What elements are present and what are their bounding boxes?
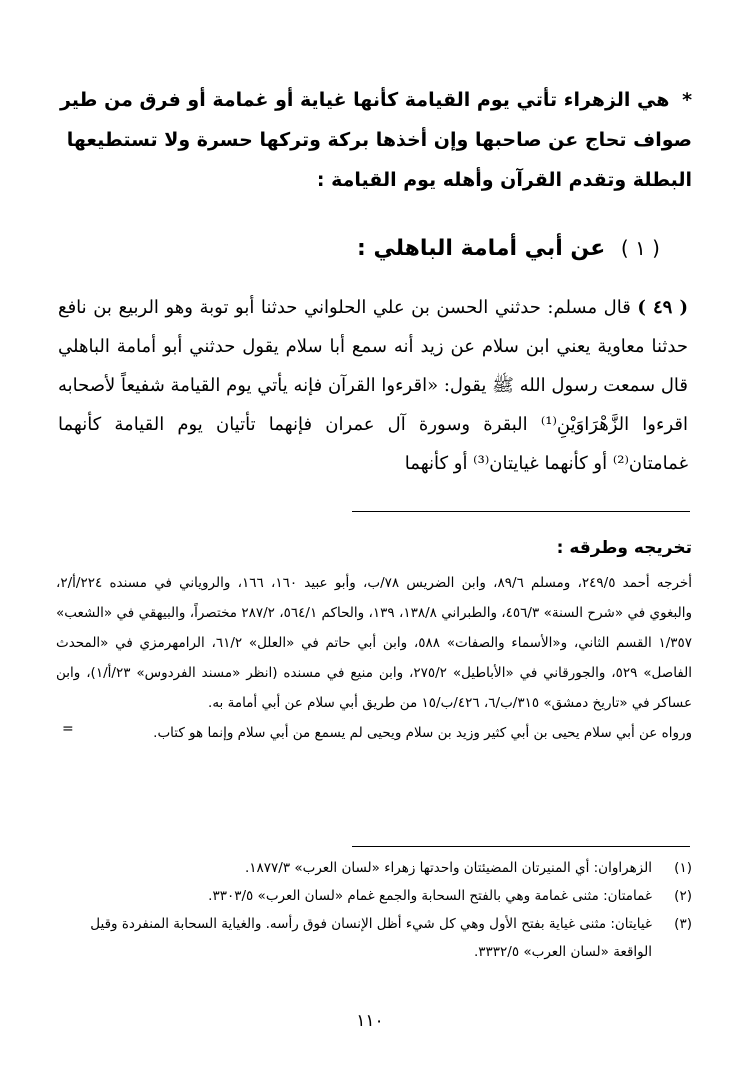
hadith-number: ( ٤٩ ) (637, 297, 688, 318)
heading-star-marker: * (682, 89, 692, 111)
footnote-mark: (٢) (674, 888, 692, 904)
narrator-number: ( ١ ) (620, 236, 660, 260)
takhrij-paragraph-2: ورواه عن أبي سلام يحيى بن أبي كثير وزيد بن سلام ويحيى لم يسمع من أبي سلام وإنما هو كتاب. (153, 725, 692, 741)
continuation-mark: = (62, 721, 74, 737)
footnote-item (56, 910, 692, 966)
footnote-item (56, 882, 692, 910)
takhrij-paragraph-1: أخرجه أحمد ٢٤٩/٥، ومسلم ٨٩/٦، وابن الضريس ٧٨/ب، وأبو عبيد ١٦٠، ١٦٦، والروياني في مسنده ٢٢٤/أ/٢، والبغوي في «شرح السنة» ٤٥٦/٣، والطبراني ١٣٨/٨، ١٣٩، والحاكم ٥٦٤/١، ٢٨٧/٢ مختصراً، والبيهقي في «الشعب» ١/٣٥٧ القسم الثاني، و«الأسماء والصفات» ٥٨٨، وابن أبي حاتم في «العلل» ٦١/٢، الرامهرمزي في «المحدث الفاصل» ٥٢٩، والجورقاني في «الأباطيل» ٢٧٥/٢، وابن منيع في مسنده (انظر «مسند الفردوس» ٢٣/أ/١)، وابن عساكر في «تاريخ دمشق» ٣١٥/ب/٦، ٤٢٦/ب/١٥ من طريق أبي سلام عن أبي أمامة به. (56, 575, 693, 711)
chapter-heading-text: هي الزهراء تأتي يوم القيامة كأنها غياية أو غمامة أو فرق من طير صواف تحاج عن صاحبها وإن أخذها بركة وتركها حسرة ولا تستطيعها البطلة وتقدم القرآن وأهله يوم القيامة : (59, 89, 692, 191)
takhrij-title: تخريجه وطرقه : (556, 538, 692, 558)
section-divider (352, 511, 690, 512)
footnote-item (56, 854, 692, 882)
footnote-mark: (١) (674, 860, 692, 876)
footnote-text: غيايتان: مثنى غياية بفتح الأول وهي كل شيء أظل الإنسان فوق رأسه. والغياية السحابة المنفردة وقيل الواقعة «لسان العرب» ٣٣٣٢/٥. (90, 916, 652, 960)
footnote-text: غمامتان: مثنى غمامة وهي بالفتح السحابة والجمع غمام «لسان العرب» ٣٣٠٣/٥. (208, 888, 652, 904)
footnote-mark: (٣) (674, 916, 692, 932)
takhrij-section (56, 568, 692, 748)
hadith-text (58, 288, 688, 483)
footnotes (56, 854, 692, 966)
narrator-heading (60, 228, 660, 269)
narrator-heading-text: عن أبي أمامة الباهلي : (356, 236, 606, 261)
hadith-body: قال مسلم: حدثني الحسن بن علي الحلواني حدثنا أبو توبة وهو الربيع بن نافع حدثنا معاوية يعني ابن سلام عن زيد أنه سمع أبا سلام يقول حدثني أبو أمامة الباهلي قال سمعت رسول الله ﷺ يقول: «اقرءوا القرآن فإنه يأتي يوم القيامة شفيعاً لأصحابه اقرءوا الزَّهْرَاوَيْنِ⁽¹⁾ البقرة وسورة آل عمران فإنهما تأتيان يوم القيامة كأنهما غمامتان⁽²⁾ أو كأنهما غيايتان⁽³⁾ أو كأنهما (58, 297, 688, 474)
footnote-text: الزهراوان: أي المنيرتان المضيئتان واحدتها زهراء «لسان العرب» ١٨٧٧/٣. (244, 860, 652, 876)
footnote-divider (352, 846, 690, 847)
chapter-heading (58, 80, 692, 200)
page-number: ١١٠ (356, 1011, 384, 1031)
